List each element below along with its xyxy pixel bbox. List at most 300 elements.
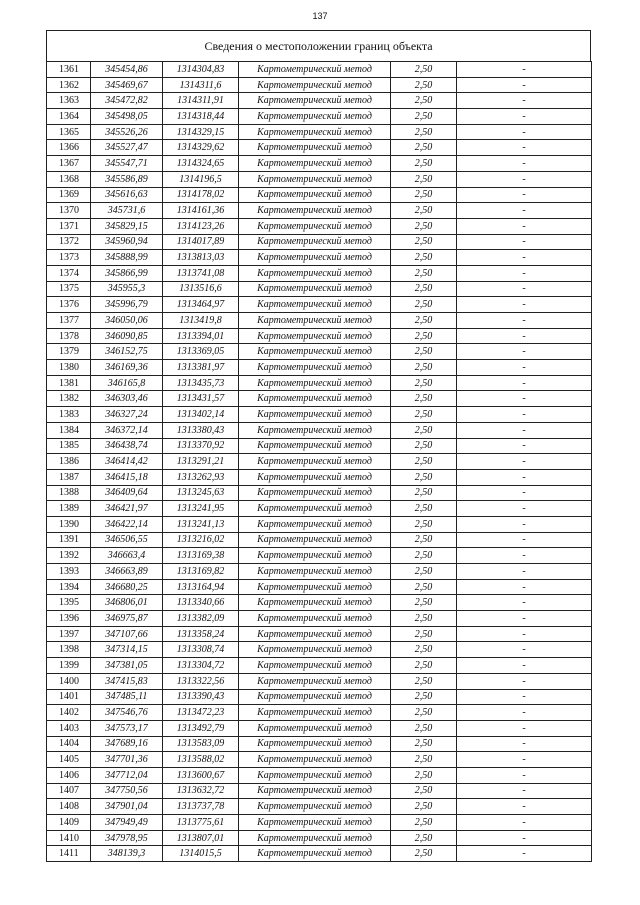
y-coordinate-cell: 1313308,74 [163, 642, 239, 658]
y-coordinate-cell: 1313241,95 [163, 501, 239, 517]
method-cell: Картометрический метод [239, 187, 391, 203]
accuracy-cell: 2,50 [391, 360, 457, 376]
description-cell: - [457, 485, 592, 501]
point-number-cell: 1366 [47, 140, 91, 156]
x-coordinate-cell: 345498,05 [91, 109, 163, 125]
method-cell: Картометрический метод [239, 846, 391, 862]
x-coordinate-cell: 346975,87 [91, 611, 163, 627]
point-number-cell: 1411 [47, 846, 91, 862]
method-cell: Картометрический метод [239, 265, 391, 281]
y-coordinate-cell: 1314161,36 [163, 203, 239, 219]
description-cell: - [457, 516, 592, 532]
page-number: 137 [312, 11, 328, 21]
accuracy-cell: 2,50 [391, 297, 457, 313]
x-coordinate-cell: 345454,86 [91, 62, 163, 78]
y-coordinate-cell: 1313216,02 [163, 532, 239, 548]
x-coordinate-cell: 347485,11 [91, 689, 163, 705]
x-coordinate-cell: 347978,95 [91, 830, 163, 846]
x-coordinate-cell: 345996,79 [91, 297, 163, 313]
point-number-cell: 1396 [47, 611, 91, 627]
method-cell: Картометрический метод [239, 548, 391, 564]
point-number-cell: 1393 [47, 564, 91, 580]
x-coordinate-cell: 346663,89 [91, 564, 163, 580]
accuracy-cell: 2,50 [391, 595, 457, 611]
y-coordinate-cell: 1313169,82 [163, 564, 239, 580]
accuracy-cell: 2,50 [391, 203, 457, 219]
table-row [47, 752, 592, 768]
point-number-cell: 1390 [47, 516, 91, 532]
method-cell: Картометрический метод [239, 375, 391, 391]
table-row [47, 140, 592, 156]
table-row [47, 62, 592, 78]
x-coordinate-cell: 346050,06 [91, 313, 163, 329]
description-cell: - [457, 673, 592, 689]
method-cell: Картометрический метод [239, 705, 391, 721]
point-number-cell: 1374 [47, 265, 91, 281]
x-coordinate-cell: 345866,99 [91, 265, 163, 281]
point-number-cell: 1372 [47, 234, 91, 250]
description-cell: - [457, 171, 592, 187]
accuracy-cell: 2,50 [391, 109, 457, 125]
accuracy-cell: 2,50 [391, 720, 457, 736]
table-row [47, 124, 592, 140]
y-coordinate-cell: 1313382,09 [163, 611, 239, 627]
point-number-cell: 1392 [47, 548, 91, 564]
accuracy-cell: 2,50 [391, 438, 457, 454]
y-coordinate-cell: 1313516,6 [163, 281, 239, 297]
method-cell: Картометрический метод [239, 422, 391, 438]
description-cell: - [457, 532, 592, 548]
x-coordinate-cell: 346152,75 [91, 344, 163, 360]
method-cell: Картометрический метод [239, 313, 391, 329]
y-coordinate-cell: 1313472,23 [163, 705, 239, 721]
accuracy-cell: 2,50 [391, 250, 457, 266]
description-cell: - [457, 281, 592, 297]
method-cell: Картометрический метод [239, 799, 391, 815]
point-number-cell: 1369 [47, 187, 91, 203]
point-number-cell: 1363 [47, 93, 91, 109]
table-row [47, 265, 592, 281]
method-cell: Картометрический метод [239, 62, 391, 78]
y-coordinate-cell: 1314017,89 [163, 234, 239, 250]
x-coordinate-cell: 347901,04 [91, 799, 163, 815]
y-coordinate-cell: 1313431,57 [163, 391, 239, 407]
point-number-cell: 1373 [47, 250, 91, 266]
accuracy-cell: 2,50 [391, 140, 457, 156]
accuracy-cell: 2,50 [391, 658, 457, 674]
y-coordinate-cell: 1314311,6 [163, 77, 239, 93]
method-cell: Картометрический метод [239, 360, 391, 376]
description-cell: - [457, 93, 592, 109]
x-coordinate-cell: 346421,97 [91, 501, 163, 517]
method-cell: Картометрический метод [239, 736, 391, 752]
method-cell: Картометрический метод [239, 328, 391, 344]
y-coordinate-cell: 1313304,72 [163, 658, 239, 674]
point-number-cell: 1368 [47, 171, 91, 187]
method-cell: Картометрический метод [239, 171, 391, 187]
description-cell: - [457, 313, 592, 329]
point-number-cell: 1370 [47, 203, 91, 219]
description-cell: - [457, 454, 592, 470]
x-coordinate-cell: 345547,71 [91, 156, 163, 172]
table-row [47, 516, 592, 532]
method-cell: Картометрический метод [239, 501, 391, 517]
description-cell: - [457, 375, 592, 391]
x-coordinate-cell: 347949,49 [91, 815, 163, 831]
method-cell: Картометрический метод [239, 391, 391, 407]
y-coordinate-cell: 1313807,01 [163, 830, 239, 846]
table-row [47, 626, 592, 642]
table-row [47, 548, 592, 564]
x-coordinate-cell: 346663,4 [91, 548, 163, 564]
method-cell: Картометрический метод [239, 454, 391, 470]
point-number-cell: 1402 [47, 705, 91, 721]
y-coordinate-cell: 1313169,38 [163, 548, 239, 564]
method-cell: Картометрический метод [239, 767, 391, 783]
table-row [47, 705, 592, 721]
x-coordinate-cell: 345527,47 [91, 140, 163, 156]
y-coordinate-cell: 1314329,15 [163, 124, 239, 140]
description-cell: - [457, 658, 592, 674]
x-coordinate-cell: 345469,67 [91, 77, 163, 93]
x-coordinate-cell: 346680,25 [91, 579, 163, 595]
method-cell: Картометрический метод [239, 485, 391, 501]
method-cell: Картометрический метод [239, 407, 391, 423]
table-row [47, 532, 592, 548]
method-cell: Картометрический метод [239, 611, 391, 627]
table-row [47, 454, 592, 470]
y-coordinate-cell: 1313600,67 [163, 767, 239, 783]
description-cell: - [457, 736, 592, 752]
point-number-cell: 1371 [47, 218, 91, 234]
x-coordinate-cell: 348139,3 [91, 846, 163, 862]
description-cell: - [457, 815, 592, 831]
accuracy-cell: 2,50 [391, 187, 457, 203]
method-cell: Картометрический метод [239, 250, 391, 266]
table-row [47, 375, 592, 391]
description-cell: - [457, 752, 592, 768]
accuracy-cell: 2,50 [391, 752, 457, 768]
method-cell: Картометрический метод [239, 642, 391, 658]
point-number-cell: 1405 [47, 752, 91, 768]
table-row [47, 579, 592, 595]
y-coordinate-cell: 1313813,03 [163, 250, 239, 266]
table-row [47, 313, 592, 329]
x-coordinate-cell: 345731,6 [91, 203, 163, 219]
table-row [47, 799, 592, 815]
accuracy-cell: 2,50 [391, 642, 457, 658]
method-cell: Картометрический метод [239, 156, 391, 172]
description-cell: - [457, 187, 592, 203]
accuracy-cell: 2,50 [391, 705, 457, 721]
method-cell: Картометрический метод [239, 93, 391, 109]
accuracy-cell: 2,50 [391, 846, 457, 862]
y-coordinate-cell: 1313464,97 [163, 297, 239, 313]
description-cell: - [457, 77, 592, 93]
table-row [47, 658, 592, 674]
table-row [47, 344, 592, 360]
table-row [47, 234, 592, 250]
method-cell: Картометрический метод [239, 438, 391, 454]
table-row [47, 736, 592, 752]
x-coordinate-cell: 346090,85 [91, 328, 163, 344]
point-number-cell: 1400 [47, 673, 91, 689]
point-number-cell: 1389 [47, 501, 91, 517]
y-coordinate-cell: 1313632,72 [163, 783, 239, 799]
y-coordinate-cell: 1314311,91 [163, 93, 239, 109]
table-row [47, 250, 592, 266]
point-number-cell: 1381 [47, 375, 91, 391]
table-row [47, 187, 592, 203]
accuracy-cell: 2,50 [391, 407, 457, 423]
y-coordinate-cell: 1313262,93 [163, 469, 239, 485]
x-coordinate-cell: 346165,8 [91, 375, 163, 391]
x-coordinate-cell: 346303,46 [91, 391, 163, 407]
point-number-cell: 1375 [47, 281, 91, 297]
description-cell: - [457, 642, 592, 658]
method-cell: Картометрический метод [239, 752, 391, 768]
description-cell: - [457, 203, 592, 219]
accuracy-cell: 2,50 [391, 783, 457, 799]
accuracy-cell: 2,50 [391, 736, 457, 752]
accuracy-cell: 2,50 [391, 689, 457, 705]
x-coordinate-cell: 345526,26 [91, 124, 163, 140]
method-cell: Картометрический метод [239, 297, 391, 313]
y-coordinate-cell: 1313583,09 [163, 736, 239, 752]
method-cell: Картометрический метод [239, 516, 391, 532]
y-coordinate-cell: 1313492,79 [163, 720, 239, 736]
y-coordinate-cell: 1313370,92 [163, 438, 239, 454]
accuracy-cell: 2,50 [391, 234, 457, 250]
point-number-cell: 1401 [47, 689, 91, 705]
table-row [47, 469, 592, 485]
accuracy-cell: 2,50 [391, 469, 457, 485]
point-number-cell: 1408 [47, 799, 91, 815]
method-cell: Картометрический метод [239, 532, 391, 548]
table-row [47, 422, 592, 438]
method-cell: Картометрический метод [239, 720, 391, 736]
point-number-cell: 1387 [47, 469, 91, 485]
x-coordinate-cell: 347573,17 [91, 720, 163, 736]
method-cell: Картометрический метод [239, 564, 391, 580]
accuracy-cell: 2,50 [391, 124, 457, 140]
table-row [47, 595, 592, 611]
x-coordinate-cell: 347712,04 [91, 767, 163, 783]
x-coordinate-cell: 346414,42 [91, 454, 163, 470]
description-cell: - [457, 799, 592, 815]
point-number-cell: 1384 [47, 422, 91, 438]
y-coordinate-cell: 1314015,5 [163, 846, 239, 862]
description-cell: - [457, 422, 592, 438]
description-cell: - [457, 140, 592, 156]
table-row [47, 156, 592, 172]
y-coordinate-cell: 1313241,13 [163, 516, 239, 532]
description-cell: - [457, 767, 592, 783]
table-row [47, 501, 592, 517]
table-row [47, 93, 592, 109]
point-number-cell: 1379 [47, 344, 91, 360]
point-number-cell: 1391 [47, 532, 91, 548]
description-cell: - [457, 124, 592, 140]
table-row [47, 360, 592, 376]
point-number-cell: 1388 [47, 485, 91, 501]
point-number-cell: 1403 [47, 720, 91, 736]
x-coordinate-cell: 346409,64 [91, 485, 163, 501]
method-cell: Картометрический метод [239, 595, 391, 611]
description-cell: - [457, 265, 592, 281]
accuracy-cell: 2,50 [391, 93, 457, 109]
table-row [47, 564, 592, 580]
point-number-cell: 1397 [47, 626, 91, 642]
accuracy-cell: 2,50 [391, 516, 457, 532]
method-cell: Картометрический метод [239, 140, 391, 156]
accuracy-cell: 2,50 [391, 265, 457, 281]
accuracy-cell: 2,50 [391, 422, 457, 438]
y-coordinate-cell: 1313369,05 [163, 344, 239, 360]
y-coordinate-cell: 1313741,08 [163, 265, 239, 281]
table-row [47, 281, 592, 297]
y-coordinate-cell: 1313588,02 [163, 752, 239, 768]
point-number-cell: 1382 [47, 391, 91, 407]
point-number-cell: 1380 [47, 360, 91, 376]
x-coordinate-cell: 345829,15 [91, 218, 163, 234]
description-cell: - [457, 783, 592, 799]
y-coordinate-cell: 1314329,62 [163, 140, 239, 156]
y-coordinate-cell: 1313390,43 [163, 689, 239, 705]
accuracy-cell: 2,50 [391, 391, 457, 407]
accuracy-cell: 2,50 [391, 799, 457, 815]
table-row [47, 767, 592, 783]
table-row [47, 485, 592, 501]
point-number-cell: 1410 [47, 830, 91, 846]
accuracy-cell: 2,50 [391, 579, 457, 595]
accuracy-cell: 2,50 [391, 77, 457, 93]
y-coordinate-cell: 1313419,8 [163, 313, 239, 329]
x-coordinate-cell: 345955,3 [91, 281, 163, 297]
table-row [47, 642, 592, 658]
accuracy-cell: 2,50 [391, 454, 457, 470]
method-cell: Картометрический метод [239, 124, 391, 140]
table-row [47, 218, 592, 234]
method-cell: Картометрический метод [239, 344, 391, 360]
table-row [47, 830, 592, 846]
description-cell: - [457, 218, 592, 234]
y-coordinate-cell: 1313164,94 [163, 579, 239, 595]
table-row [47, 611, 592, 627]
method-cell: Картометрический метод [239, 281, 391, 297]
y-coordinate-cell: 1313291,21 [163, 454, 239, 470]
x-coordinate-cell: 347381,05 [91, 658, 163, 674]
accuracy-cell: 2,50 [391, 611, 457, 627]
coordinates-table [46, 61, 592, 862]
point-number-cell: 1399 [47, 658, 91, 674]
accuracy-cell: 2,50 [391, 673, 457, 689]
table-row [47, 438, 592, 454]
description-cell: - [457, 595, 592, 611]
y-coordinate-cell: 1313340,66 [163, 595, 239, 611]
table-row [47, 171, 592, 187]
y-coordinate-cell: 1314196,5 [163, 171, 239, 187]
accuracy-cell: 2,50 [391, 485, 457, 501]
point-number-cell: 1367 [47, 156, 91, 172]
x-coordinate-cell: 347689,16 [91, 736, 163, 752]
x-coordinate-cell: 345472,82 [91, 93, 163, 109]
table-row [47, 297, 592, 313]
method-cell: Картометрический метод [239, 815, 391, 831]
method-cell: Картометрический метод [239, 658, 391, 674]
method-cell: Картометрический метод [239, 109, 391, 125]
x-coordinate-cell: 345586,89 [91, 171, 163, 187]
table-row [47, 407, 592, 423]
point-number-cell: 1404 [47, 736, 91, 752]
accuracy-cell: 2,50 [391, 767, 457, 783]
y-coordinate-cell: 1313737,78 [163, 799, 239, 815]
x-coordinate-cell: 347750,56 [91, 783, 163, 799]
method-cell: Картометрический метод [239, 469, 391, 485]
table-row [47, 203, 592, 219]
method-cell: Картометрический метод [239, 579, 391, 595]
description-cell: - [457, 626, 592, 642]
y-coordinate-cell: 1313322,56 [163, 673, 239, 689]
description-cell: - [457, 564, 592, 580]
point-number-cell: 1361 [47, 62, 91, 78]
table-body [47, 62, 592, 862]
accuracy-cell: 2,50 [391, 815, 457, 831]
point-number-cell: 1398 [47, 642, 91, 658]
description-cell: - [457, 391, 592, 407]
description-cell: - [457, 611, 592, 627]
table-row [47, 689, 592, 705]
x-coordinate-cell: 347546,76 [91, 705, 163, 721]
point-number-cell: 1395 [47, 595, 91, 611]
y-coordinate-cell: 1313402,14 [163, 407, 239, 423]
method-cell: Картометрический метод [239, 830, 391, 846]
point-number-cell: 1406 [47, 767, 91, 783]
description-cell: - [457, 579, 592, 595]
method-cell: Картометрический метод [239, 77, 391, 93]
y-coordinate-cell: 1314123,26 [163, 218, 239, 234]
description-cell: - [457, 328, 592, 344]
description-cell: - [457, 360, 592, 376]
x-coordinate-cell: 347701,36 [91, 752, 163, 768]
y-coordinate-cell: 1313775,61 [163, 815, 239, 831]
table-row [47, 846, 592, 862]
description-cell: - [457, 846, 592, 862]
method-cell: Картометрический метод [239, 689, 391, 705]
description-cell: - [457, 407, 592, 423]
point-number-cell: 1385 [47, 438, 91, 454]
table-row [47, 109, 592, 125]
y-coordinate-cell: 1313435,73 [163, 375, 239, 391]
x-coordinate-cell: 346415,18 [91, 469, 163, 485]
x-coordinate-cell: 347107,66 [91, 626, 163, 642]
description-cell: - [457, 109, 592, 125]
accuracy-cell: 2,50 [391, 375, 457, 391]
accuracy-cell: 2,50 [391, 830, 457, 846]
description-cell: - [457, 344, 592, 360]
table-row [47, 391, 592, 407]
y-coordinate-cell: 1314318,44 [163, 109, 239, 125]
x-coordinate-cell: 346806,01 [91, 595, 163, 611]
method-cell: Картометрический метод [239, 673, 391, 689]
description-cell: - [457, 705, 592, 721]
description-cell: - [457, 62, 592, 78]
method-cell: Картометрический метод [239, 234, 391, 250]
description-cell: - [457, 501, 592, 517]
point-number-cell: 1376 [47, 297, 91, 313]
description-cell: - [457, 830, 592, 846]
description-cell: - [457, 297, 592, 313]
